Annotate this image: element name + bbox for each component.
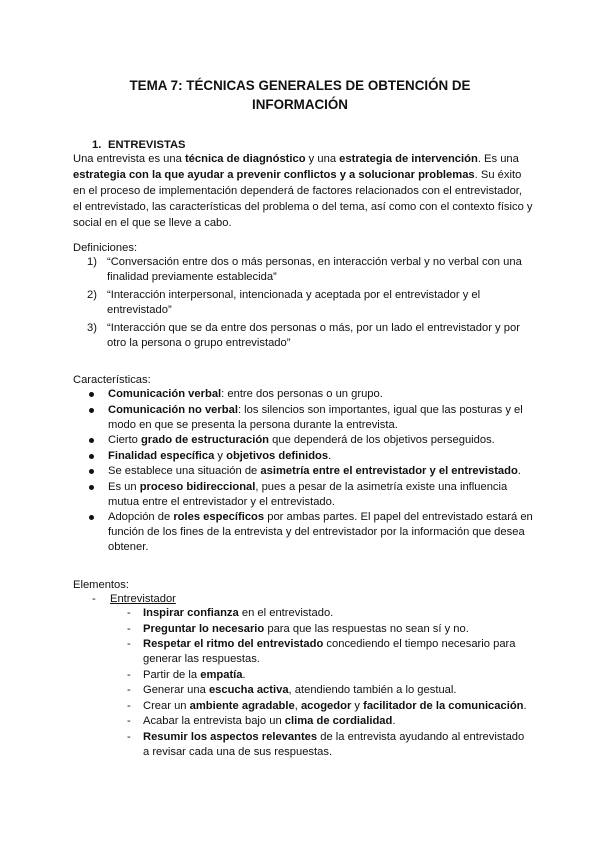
text-run: ,: [294, 699, 301, 712]
bold-text: Comunicación verbal: [108, 388, 222, 400]
interviewer-item: [73, 714, 533, 729]
interviewer-subheading: Entrevistador: [110, 593, 176, 605]
text-run: Crear un: [143, 699, 190, 712]
dash-marker: -: [127, 715, 131, 727]
text-run: para que las respuestas no sean sí y no.: [264, 622, 469, 635]
document-title: [60, 76, 540, 114]
bold-text: Finalidad específica: [108, 449, 215, 462]
definition-text: “Interacción interpersonal, intencionada y aceptada por el entrevistador y el entrevistado”: [107, 289, 481, 316]
bold-text: objetivos definidos: [226, 449, 329, 462]
bold-text: Resumir los aspectos relevantes: [143, 730, 318, 743]
text-run: Se establece una situación de: [108, 465, 261, 477]
text-run: Partir de la: [143, 668, 201, 681]
characteristics-list: [73, 387, 533, 556]
section-title: ENTREVISTAS: [108, 139, 186, 151]
text-run: que dependerá de los objetivos perseguidos.: [269, 434, 495, 446]
interviewer-item: [73, 606, 533, 621]
definitions-list: [73, 255, 533, 354]
text-run: concediendo el tiempo necesario para generar las respuestas.: [143, 638, 516, 665]
bold-text: Inspirar confianza: [143, 607, 239, 619]
text-run: por ambas partes. El papel del entrevistado estará en función de los fines de la entrevista y del entrevistador por la información que desea obtener.: [108, 511, 533, 553]
text-run: Generar una: [143, 684, 209, 696]
text-run: y: [214, 449, 227, 462]
title-line-2: INFORMACIÓN: [252, 97, 348, 112]
dash-marker: -: [92, 593, 96, 605]
text-run: Adopción de: [108, 511, 174, 523]
elements-label: Elementos:: [73, 579, 129, 591]
definition-item: [73, 255, 533, 285]
definition-number: 2): [87, 289, 97, 301]
text-run: . Su éxito en el proceso de implementación dependerá de factores relacionados con el entrevistador, el entrevistado, las características del problema o del tema, así como con el contexto físico y social en el que se lleve a cabo.: [73, 169, 533, 229]
dash-marker: -: [127, 730, 131, 743]
text-run: y: [351, 699, 364, 712]
text-run: : los silencios son importantes, igual que las posturas y el modo en que se presenta la persona durante la entrevista.: [108, 403, 523, 431]
bold-text: clima de cordialidad: [284, 715, 393, 727]
dash-marker: -: [127, 607, 131, 619]
bullet-icon: [89, 392, 94, 397]
bullet-icon: [89, 438, 94, 443]
text-run: Una entrevista es una: [73, 153, 185, 165]
section-heading: [92, 139, 186, 151]
section-number: 1.: [92, 139, 102, 151]
interviewer-item: [73, 683, 533, 698]
bold-text: roles específicos: [173, 511, 265, 523]
bold-text: estrategia de intervención: [339, 153, 478, 165]
text-run: Acabar la entrevista bajo un: [143, 715, 285, 727]
bullet-icon: [89, 408, 94, 413]
characteristic-item: [73, 433, 533, 448]
bullet-icon: [89, 485, 94, 490]
text-run: de la entrevista ayudando al entrevistado a revisar cada una de sus respuestas.: [143, 730, 525, 758]
definition-item: [73, 321, 533, 351]
characteristic-item: [73, 403, 533, 433]
dash-marker: -: [127, 668, 131, 681]
bold-text: grado de estructuración: [140, 434, 270, 446]
dash-marker: -: [127, 638, 131, 650]
bold-text: empatía: [200, 668, 243, 681]
bold-text: ambiente agradable: [189, 699, 295, 712]
text-run: en el entrevistado.: [238, 607, 334, 619]
intro-paragraph: [73, 151, 533, 231]
bold-text: técnica de diagnóstico: [184, 153, 306, 165]
interviewer-item: [73, 637, 533, 667]
text-run: , pues a pesar de la asimetría existe una influencia mutua entre el entrevistador y el entrevistado.: [108, 480, 508, 508]
text-run: .: [523, 699, 527, 712]
dash-marker: -: [127, 699, 131, 712]
bold-text: Comunicación no verbal: [108, 403, 238, 416]
dash-marker: -: [127, 622, 131, 635]
bold-text: escucha activa: [208, 684, 289, 696]
characteristic-item: [73, 464, 533, 479]
text-run: .: [517, 465, 521, 477]
text-run: . Es una: [477, 153, 519, 165]
characteristic-item: [73, 510, 533, 555]
bullet-icon: [89, 454, 94, 459]
definition-text: “Conversación entre dos o más personas, en interacción verbal y no verbal con una finalidad previamente establecida”: [107, 256, 522, 283]
bold-text: proceso bidireccional: [139, 480, 256, 493]
interviewer-item: [73, 668, 533, 683]
bold-text: Respetar el ritmo del entrevistado: [143, 638, 324, 650]
text-run: Es un: [108, 480, 140, 493]
dash-marker: -: [127, 684, 131, 696]
elements-sublist-item: [92, 592, 176, 607]
bold-text: asimetría entre el entrevistador y el entrevistado: [260, 465, 518, 477]
definitions-label: Definiciones:: [73, 242, 138, 254]
interviewer-list: [73, 606, 533, 760]
bold-text: Preguntar lo necesario: [143, 622, 265, 635]
definition-number: 1): [87, 256, 97, 268]
definition-text: “Interacción que se da entre dos personas o más, por un lado el entrevistador y por otro la persona o grupo entrevistado”: [107, 322, 520, 349]
characteristic-item: [73, 480, 533, 510]
text-run: Cierto: [108, 434, 141, 446]
bullet-icon: [89, 515, 94, 520]
characteristics-label: Características:: [73, 374, 151, 386]
bullet-icon: [89, 469, 94, 474]
definition-number: 3): [87, 322, 97, 334]
bold-text: facilitador de la comunicación: [363, 699, 524, 712]
text-run: y una: [305, 153, 340, 165]
text-run: , atendiendo también a lo gestual.: [288, 684, 457, 696]
interviewer-item: [73, 699, 533, 714]
definition-item: [73, 288, 533, 318]
interviewer-item: [73, 730, 533, 760]
text-run: .: [328, 449, 332, 462]
characteristic-item: [73, 449, 533, 464]
text-run: : entre dos personas o un grupo.: [221, 388, 383, 400]
title-line-1: TEMA 7: TÉCNICAS GENERALES DE OBTENCIÓN DE: [129, 78, 471, 93]
bold-text: estrategia con la que ayudar a prevenir conflictos y a solucionar problemas: [73, 169, 475, 181]
characteristic-item: [73, 387, 533, 402]
text-run: .: [242, 668, 246, 681]
text-run: .: [392, 715, 396, 727]
interviewer-item: [73, 622, 533, 637]
bold-text: acogedor: [300, 699, 352, 712]
